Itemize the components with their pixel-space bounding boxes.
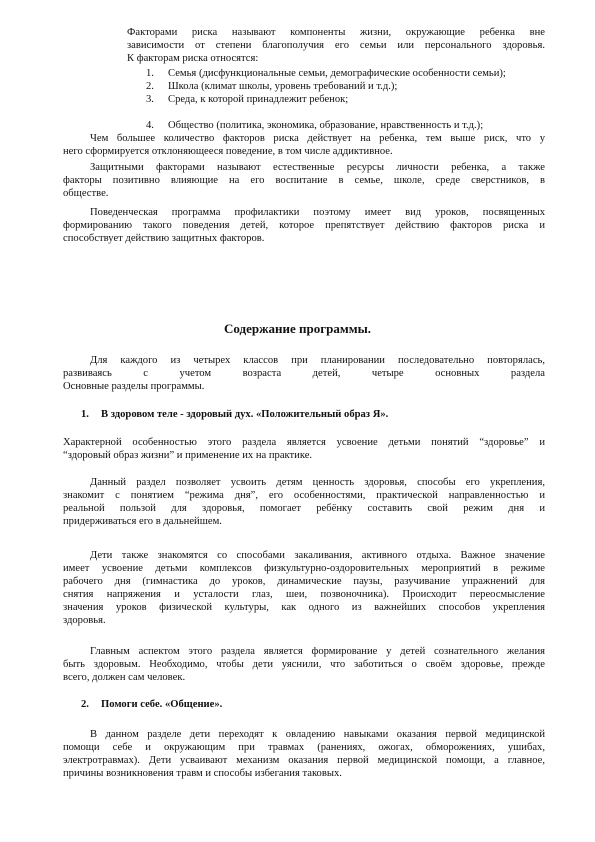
text-line: Главным аспектом этого раздела является формирование у детей сознательного желания (90, 646, 545, 657)
text-line: Факторами риска называют компоненты жизни, окружающие ребенка вне (127, 27, 545, 38)
text-line: Основные разделы программы. (63, 381, 205, 393)
text-line: придерживаться его в дальнейшем. (63, 516, 222, 528)
section-2-title (81, 699, 222, 710)
text-line: всего, должен сам человек. (63, 672, 186, 684)
list-number: 1. (146, 68, 154, 79)
text-line: реальной пользой для здоровья, помогает ребёнку составить свой режим дня и (63, 503, 545, 515)
list-number: 2. (146, 81, 154, 92)
text-line: помощи себе и окружающим при травмах (ранениях, ожогах, обморожениях, ушибах, (63, 742, 545, 754)
section-number: 2. (81, 699, 89, 710)
text-line: Дети также знакомятся со способами закаливания, активного отдыха. Важное значение (90, 550, 545, 561)
program-content-heading: Содержание программы. (224, 321, 371, 336)
text-line: Данный раздел позволяет усвоить детям ценность здоровья, способы его укрепления, (90, 477, 545, 488)
list-item-text: Общество (политика, экономика, образование, нравственность и т.д.); (168, 120, 484, 131)
section-1-paragraph-3 (63, 549, 545, 628)
text-line: него сформируется отклоняющееся поведение, в том числе аддиктивное. (63, 146, 393, 158)
text-line: “здоровый образ жизни” и применение их на практике. (63, 450, 313, 462)
text-line: снятия напряжения и усталости глаз, шеи, позвоночника). Происходит переосмысление (63, 589, 545, 601)
list-item (146, 93, 348, 106)
list-item (146, 67, 506, 80)
text-line: обществе. (63, 188, 109, 200)
text-line: зависимости от степени благополучия его семьи или персонального здоровья. (127, 40, 545, 52)
section-title-text: В здоровом теле - здоровый дух. «Положительный образ Я». (101, 409, 389, 420)
section-1-paragraph-2 (63, 476, 545, 528)
text-line: Защитными факторами называют естественные ресурсы личности ребенка, а также (90, 162, 545, 173)
text-line: Поведенческая программа профилактики поэтому имеет вид уроков, посвященных (90, 207, 545, 218)
text-line: Характерной особенностью этого раздела является усвоение детьми понятий “здоровье” и (63, 437, 545, 448)
list-number: 4. (146, 120, 154, 131)
list-number: 3. (146, 94, 154, 105)
list-item-text: Школа (климат школы, уровень требований и т.д.); (168, 81, 398, 92)
text-line: развиваясь с учетом возраста детей, четыре основных раздела (63, 368, 545, 380)
text-line: факторы позитивно влияющие на его воспитание в семье, школе, среде сверстников, в (63, 175, 545, 187)
list-item (146, 80, 397, 93)
text-line: В данном разделе дети переходят к овладению навыками оказания первой медицинской (90, 729, 545, 740)
text-line: Для каждого из четырех классов при планировании последовательно повторялась, (90, 355, 545, 366)
protective-factors-paragraph (63, 161, 545, 200)
text-line: способствует действию защитных факторов. (63, 233, 265, 245)
risk-factors-paragraph (127, 26, 545, 65)
text-line: формированию такого поведения детей, которое препятствует действию факторов риска и (63, 220, 545, 232)
text-line: электротравмах). Дети усваивают механизм оказания первой медицинской помощи, а главное, (63, 755, 545, 767)
section-1-paragraph-4 (63, 645, 545, 684)
text-line: быть здоровым. Необходимо, чтобы дети уяснили, что заботиться о своём здоровье, прежде (63, 659, 545, 671)
classes-paragraph (63, 354, 545, 393)
risk-count-paragraph (63, 132, 545, 158)
section-1-title (81, 409, 388, 420)
text-line: имеет усвоение детьми комплексов физкультурно-оздоровительных мероприятий в режиме (63, 563, 545, 575)
text-line: знакомит с понятием “режима дня”, его особенностями, практической направленностью и (63, 490, 545, 502)
text-line: Чем большее количество факторов риска действует на ребенка, тем выше риск, что у (90, 133, 545, 144)
list-item-text: Семья (дисфункциональные семьи, демографические особенности семьи); (168, 68, 506, 79)
text-line: рабочего дня (гимнастика до уроков, динамические паузы, разучивание упражнений для (63, 576, 545, 588)
section-number: 1. (81, 409, 89, 420)
program-paragraph (63, 206, 545, 245)
text-line: значения уроков физической культуры, как одного из важнейших способов укрепления (63, 602, 545, 614)
section-1-paragraph-1 (63, 436, 545, 462)
list-item (146, 119, 483, 132)
section-title-text: Помоги себе. «Общение». (101, 699, 223, 710)
section-2-paragraph-1 (63, 728, 545, 780)
text-line: К факторам риска относятся: (127, 53, 259, 65)
text-line: причины возникновения травм и способы избегания таковых. (63, 768, 342, 780)
text-line: здоровья. (63, 615, 106, 627)
list-item-text: Среда, к которой принадлежит ребенок; (168, 94, 349, 105)
